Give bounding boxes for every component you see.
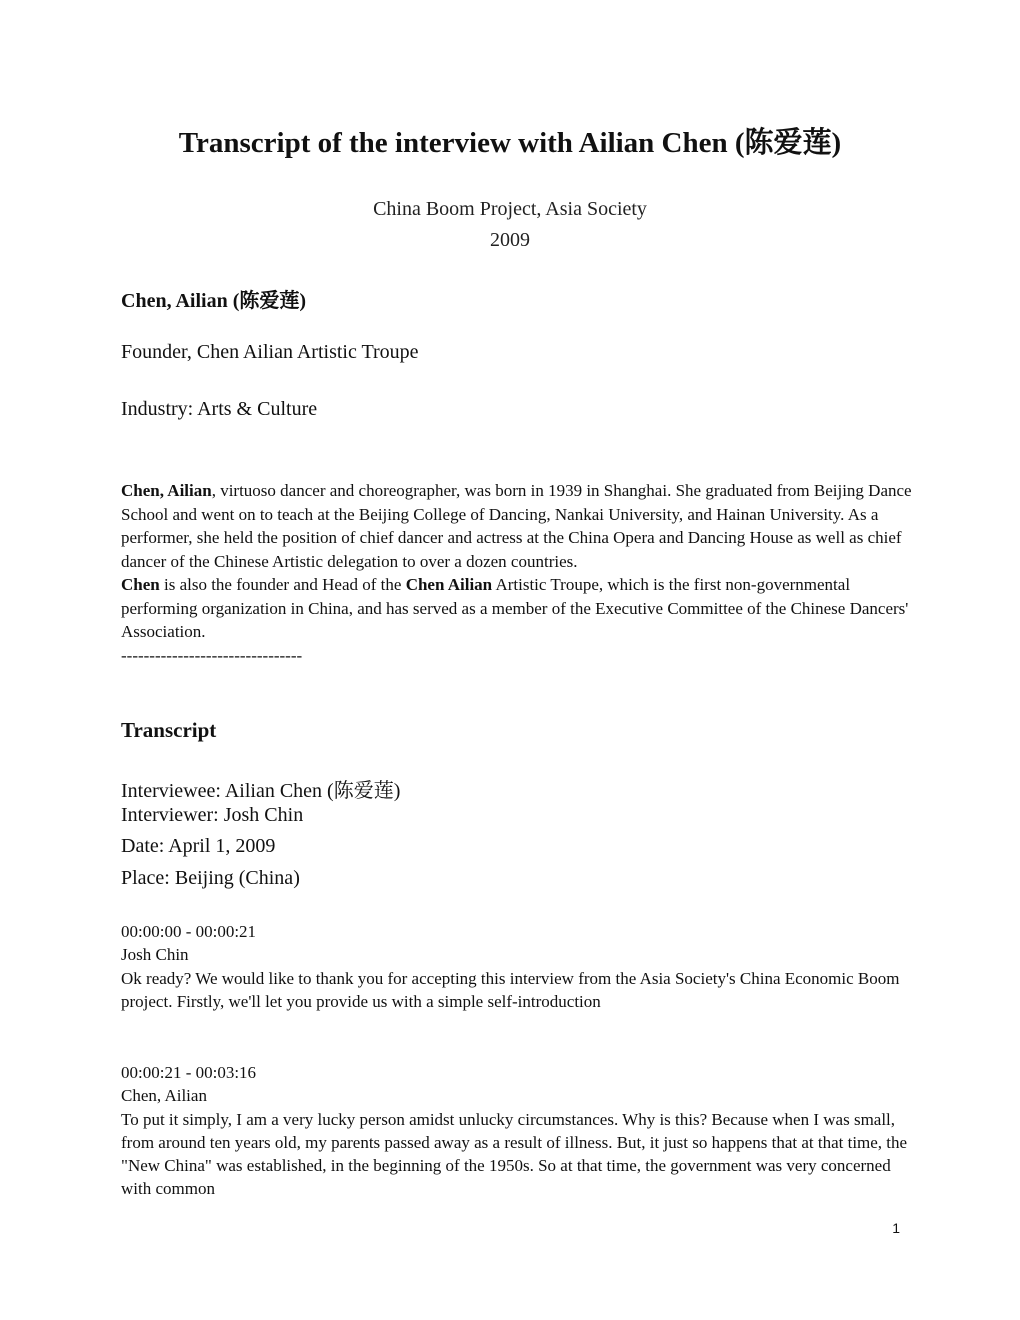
bio-troupe-name: Chen Ailian bbox=[405, 575, 493, 594]
entry-speaker: Chen, Ailian bbox=[121, 1086, 207, 1106]
project-name: China Boom Project, Asia Society bbox=[373, 198, 647, 220]
bio-paragraph-1 bbox=[121, 479, 921, 573]
date-line: Date: April 1, 2009 bbox=[121, 835, 276, 857]
bio-text: is also the founder and Head of the bbox=[159, 575, 406, 594]
document-title: Transcript of the interview with Ailian Chen (陈爱莲) bbox=[178, 127, 842, 159]
bio-text: Artistic Troupe, which is the first non-governmental performing organization in China, and has served as a member of the Executive Committee of the Chinese Dancers' Association. bbox=[121, 575, 909, 641]
page-number: 1 bbox=[892, 1220, 900, 1236]
bio-paragraph-2 bbox=[121, 573, 921, 644]
entry-text: Ok ready? We would like to thank you for accepting this interview from the Asia Society's China Economic Boom project. Firstly, we'll let you provide us with a simple self-introduction bbox=[121, 968, 900, 1011]
subject-position: Founder, Chen Ailian Artistic Troupe bbox=[121, 341, 419, 363]
entry-timestamp: 00:00:21 - 00:03:16 bbox=[121, 1063, 257, 1082]
transcript-entry bbox=[121, 920, 921, 1013]
bio-name: Chen bbox=[121, 575, 160, 594]
subject-industry: Industry: Arts & Culture bbox=[121, 398, 318, 420]
transcript-heading: Transcript bbox=[121, 718, 217, 742]
interviewer-line: Interviewer: Josh Chin bbox=[121, 804, 304, 826]
bio-name: Chen, Ailian bbox=[121, 481, 212, 500]
entry-timestamp: 00:00:00 - 00:00:21 bbox=[121, 922, 257, 941]
interviewee-line: Interviewee: Ailian Chen (陈爱莲) bbox=[121, 780, 401, 802]
bio-separator: -------------------------------- bbox=[121, 645, 303, 665]
entry-text: To put it simply, I am a very lucky person amidst unlucky circumstances. Why is this? Because when I was small, from around ten years old, my parents passed away as a result of illness. But, it just so happens that at that time, the "New China" was established, in the beginning of the 1950s. So at that time, the government was very concerned with common bbox=[121, 1109, 908, 1199]
entry-speaker: Josh Chin bbox=[121, 945, 189, 965]
place-line: Place: Beijing (China) bbox=[121, 867, 300, 889]
bio-text: , virtuoso dancer and choreographer, was born in 1939 in Shanghai. She graduated from Beijing Dance School and went on to teach at the Beijing College of Dancing, Nankai University, and Hainan University. As a performer, she held the position of chief dancer and actress at the China Opera and Dancing House as well as chief dancer of the Chinese Artistic delegation to over a dozen countries. bbox=[121, 481, 912, 571]
biography bbox=[121, 479, 921, 667]
transcript-entry bbox=[121, 1061, 921, 1201]
subject-heading: Chen, Ailian (陈爱莲) bbox=[121, 290, 307, 312]
project-year: 2009 bbox=[490, 229, 530, 251]
